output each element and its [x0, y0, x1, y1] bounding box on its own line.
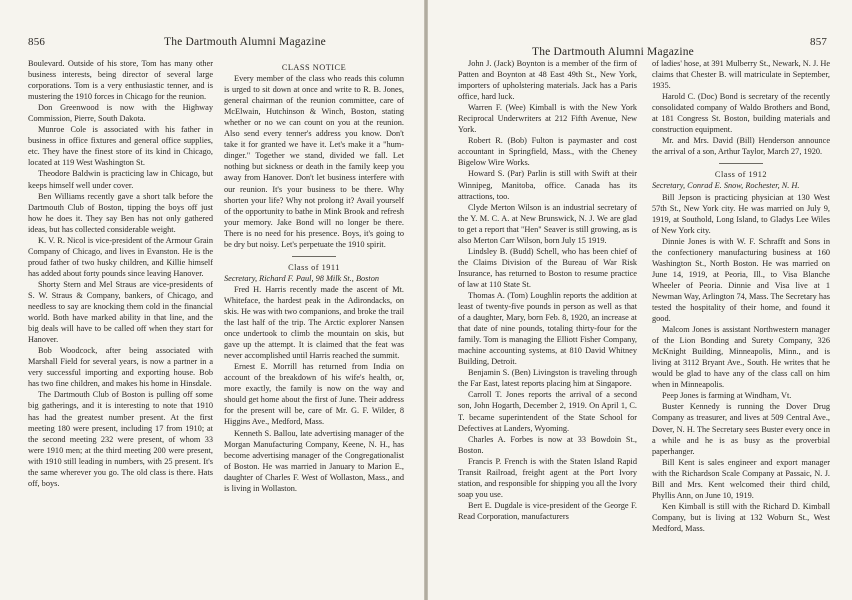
paragraph: Benjamin S. (Ben) Livingston is traveling through the Far East, latest reports placing him at Singapore.	[458, 368, 637, 389]
paragraph: K. V. R. Nicol is vice-president of the Armour Grain Company of Chicago, and lives in Evanston. He is the proud father of two husky children, and Killie himself has added about forty pounds since leaving Hanover.	[28, 235, 213, 278]
paragraph: Theodore Baldwin is practicing law in Chicago, but keeps himself well under cover.	[28, 169, 213, 190]
paragraph: John J. (Jack) Boynton is a member of the firm of Patten and Boynton at 48 East 49th St., New York, importers of upholstering materials. Jack has a Paris office, hard luck.	[458, 59, 637, 102]
left-page	[0, 0, 424, 600]
paragraph: Bert E. Dugdale is vice-president of the George F. Read Corporation, manufacturers	[458, 500, 637, 521]
right-column-1	[458, 58, 637, 600]
paragraph: Howard S. (Par) Parlin is still with Swift at their Winnipeg, Manitoba, office. Canada has its attractions, too.	[458, 169, 637, 201]
paragraph: Mr. and Mrs. David (Bill) Henderson announce the arrival of a son, Arthur Taylor, March 27, 1920.	[652, 136, 830, 157]
class-1912-heading: Class of 1912	[714, 170, 768, 180]
paragraph: Boulevard. Outside of his store, Tom has many other business interests, being director of several large corporations. Tom is a very enthusiastic tenner, and is mustering the 1910 forces in Chicago for the reunion.	[28, 59, 213, 102]
page-number: 856	[28, 36, 46, 48]
class-notice-text: Every member of the class who reads this column is urged to sit down at once and write to R. B. Jones, general chairman of the reunion committee, care of McElwain, Hutchinson & Winch, Boston, stating whether or no we can count on you at the reunion. Also send every tenner's address you know. Don't take it for granted we have it. Let's make it a "hum-dinger." Together we stand, divided we fall. Let nothing but sickness or death in the family keep you away from Hanover. Don't let business interfere with our reunion. It's your business to be there. Why shorten your life? Why not prolong it? Avail yourself of the opportunity to bathe in Mink Brook and refresh your memory. Jake Bond will no longer be there. There is no need for his presence. Boys, it's going to be dry but noisy. Let's perpetuate the 1910 spirit.	[224, 74, 404, 249]
paragraph: Bill Jepson is practicing physician at 130 West 57th St., New York city. He was married on July 9, 1919, at Southold, Long Island, to Gladys Lee Wiles of New York city.	[652, 192, 830, 235]
page-number: 857	[810, 36, 828, 48]
paragraph: Charles A. Forbes is now at 33 Bowdoin St., Boston.	[458, 434, 637, 455]
right-page	[428, 0, 852, 600]
paragraph: Thomas A. (Tom) Loughlin reports the addition at least of twenty-five pounds in person as well as that of a daughter, Mary, born Feb. 8, 1920, an increase at that date of nine pounds, totaling thirty-four for the family. Tom is managing the Elliott Fisher Company, machine accounting systems, at 810 David Whitney Building, Detroit.	[458, 290, 637, 367]
paragraph: Bob Woodcock, after being associated with Marshall Field for several years, is now a partner in a very successful importing and exporting house. Bob has two fine children, and makes his home in Hinsdale.	[28, 346, 213, 389]
paragraph: Dinnie Jones is with W. F. Schrafft and Sons in the confectionery manufacturing business at 160 Washington St., North Boston. He was married on June 14, 1919, at Peoria, Ill., to Visa Blanche Wheeler of Peoria. Dinnie and Visa live at 1 Newman Way, Arlington 74, Mass. The Secretary has tested the hospitality of their home, and found it good.	[652, 236, 830, 324]
class-1911-secretary: Secretary, Richard F. Paul, 98 Milk St., Boston	[224, 273, 380, 283]
paragraph: Clyde Merton Wilson is an industrial secretary of the Y. M. C. A. at New Brunswick, N. J. We are glad to get a report that "Hen" Seaver is still growing, as is also Merton Carr Wilson, born July 15 1919.	[458, 202, 637, 245]
paragraph: Buster Kennedy is running the Dover Drug Company as treasurer, and lives at 509 Central Ave., Dover, N. H. The Secretary sees Buster every once in a while and he is as busy as the proverbial paperhanger.	[652, 402, 830, 456]
paragraph: Kenneth S. Ballou, late advertising manager of the Morgan Manufacturing Company, Keene, N. H., has become advertising manager of the Congregationalist of Boston. He was married in January to Marion E., daughter of Charles F. West of Wollaston, Mass., and is living in Wollaston.	[224, 428, 404, 493]
paragraph: Harold C. (Doc) Bond is secretary of the recently consolidated company of Waldo Brothers and Bond, at 181 Congress St. Boston, building materials and construction equipment.	[652, 92, 830, 135]
magazine-title: The Dartmouth Alumni Magazine	[532, 46, 694, 58]
paragraph: Peep Jones is farming at Windham, Vt.	[662, 391, 792, 401]
paragraph: Don Greenwood is now with the Highway Commission, Pierre, South Dakota.	[28, 103, 213, 124]
paragraph: Ken Kimball is still with the Richard D. Kimball Company, but is living at 132 Woburn St., West Medford, Mass.	[652, 501, 830, 533]
paragraph: Fred H. Harris recently made the ascent of Mt. Whiteface, the hardest peak in the Adirondacks, on skis. He was with two companions, and broke the trail the last half of the trip. The Arctic explorer Nansen once undertook to climb the mountain on skis, but gave up the attempt. It is claimed that the feat was never accomplished until Harris reached the summit.	[224, 284, 404, 361]
paragraph: Bill Kent is sales engineer and export manager with the Richardson Scale Company at Passaic, N. J. Bill and Mrs. Kent welcomed their third child, Phyllis Ann, on June 10, 1919.	[652, 457, 830, 500]
paragraph: Munroe Cole is associated with his father in business in office fixtures and general office supplies, etc. They have the finest store of its kind in Chicago, located at 119 West Washington St.	[28, 125, 213, 168]
paragraph: Ben Williams recently gave a short talk before the Dartmouth Club of Boston, tipping the boys off just how he does it. They say Ben has not only gathered ideas, but has collected considerable weight.	[28, 191, 213, 234]
class-1911-heading: Class of 1911	[288, 262, 340, 272]
paragraph: Robert R. (Bob) Fulton is paymaster and cost accountant in Springfield, Mass., with the Cheney Bigelow Wire Works.	[458, 136, 637, 168]
paragraph: The Dartmouth Club of Boston is pulling off some big gatherings, and it is interesting to note that 1910 has had the greatest number present. At the first meeting 180 were present, including 17 from 1910; at the second meeting 232 were present, of whom 33 were 1910 men; at the third meeting 200 were present, with 1910 still leading in numbers, with 25 present. It's the same wherever you go. The old class is there. Hats off, boys.	[28, 390, 213, 488]
paragraph-continued: of ladies' hose, at 391 Mulberry St., Newark, N. J. He claims that Chester B. will matriculate in September, 1935.	[652, 59, 830, 91]
paragraph: Francis P. French is with the Staten Island Rapid Transit Railroad, freight agent at the Port Ivory station, and responsible for shipping you all the Ivory soap you use.	[458, 456, 637, 499]
paragraph: Malcom Jones is assistant Northwestern manager of the Lion Bonding and Surety Company, 326 McKnight Building, Minneapolis, Minn., and is living at 3112 Bryant Ave., South. He writes that he would be glad to have any of the class call on him when in Minneapolis.	[652, 325, 830, 390]
paragraph: Ernest E. Morrill has returned from India on account of the breakdown of his wife's health, or, more exactly, the family is now on the way and should get home about the first of June. Their address for the present will be, care of Mr. G. F. Wilder, 8 Higgins Ave., Medford, Mass.	[224, 362, 404, 427]
section-divider	[719, 163, 763, 164]
section-divider	[292, 256, 336, 257]
paragraph: Carroll T. Jones reports the arrival of a second son, John Hogarth, December 2, 1919. On April 1, C. T. became superintendent of the State School for Defectives at Landers, Wyoming.	[458, 390, 637, 433]
class-notice-heading: CLASS NOTICE	[281, 63, 347, 72]
class-1912-secretary: Secretary, Conrad E. Snow, Rochester, N. H.	[652, 181, 800, 191]
magazine-title: The Dartmouth Alumni Magazine	[164, 36, 326, 48]
paragraph: Shorty Stern and Mel Straus are vice-presidents of S. W. Straus & Company, bankers, of Chicago, and needless to say are knocking them cold in the financial world. Both have marked ability in that line, and the big deals will have to be called off when they start for Hanover.	[28, 279, 213, 345]
left-column-1	[28, 58, 213, 600]
left-column-2	[224, 58, 404, 600]
right-column-2	[652, 58, 830, 600]
paragraph: Warren F. (Wee) Kimball is with the New York Reciprocal Underwriters at 212 Fifth Avenue, New York.	[458, 103, 637, 135]
paragraph: Lindsley B. (Budd) Schell, who has been chief of the Claims Division of the Bureau of War Risk Insurance, has returned to Boston to resume practice of law at 110 State St.	[458, 246, 637, 289]
